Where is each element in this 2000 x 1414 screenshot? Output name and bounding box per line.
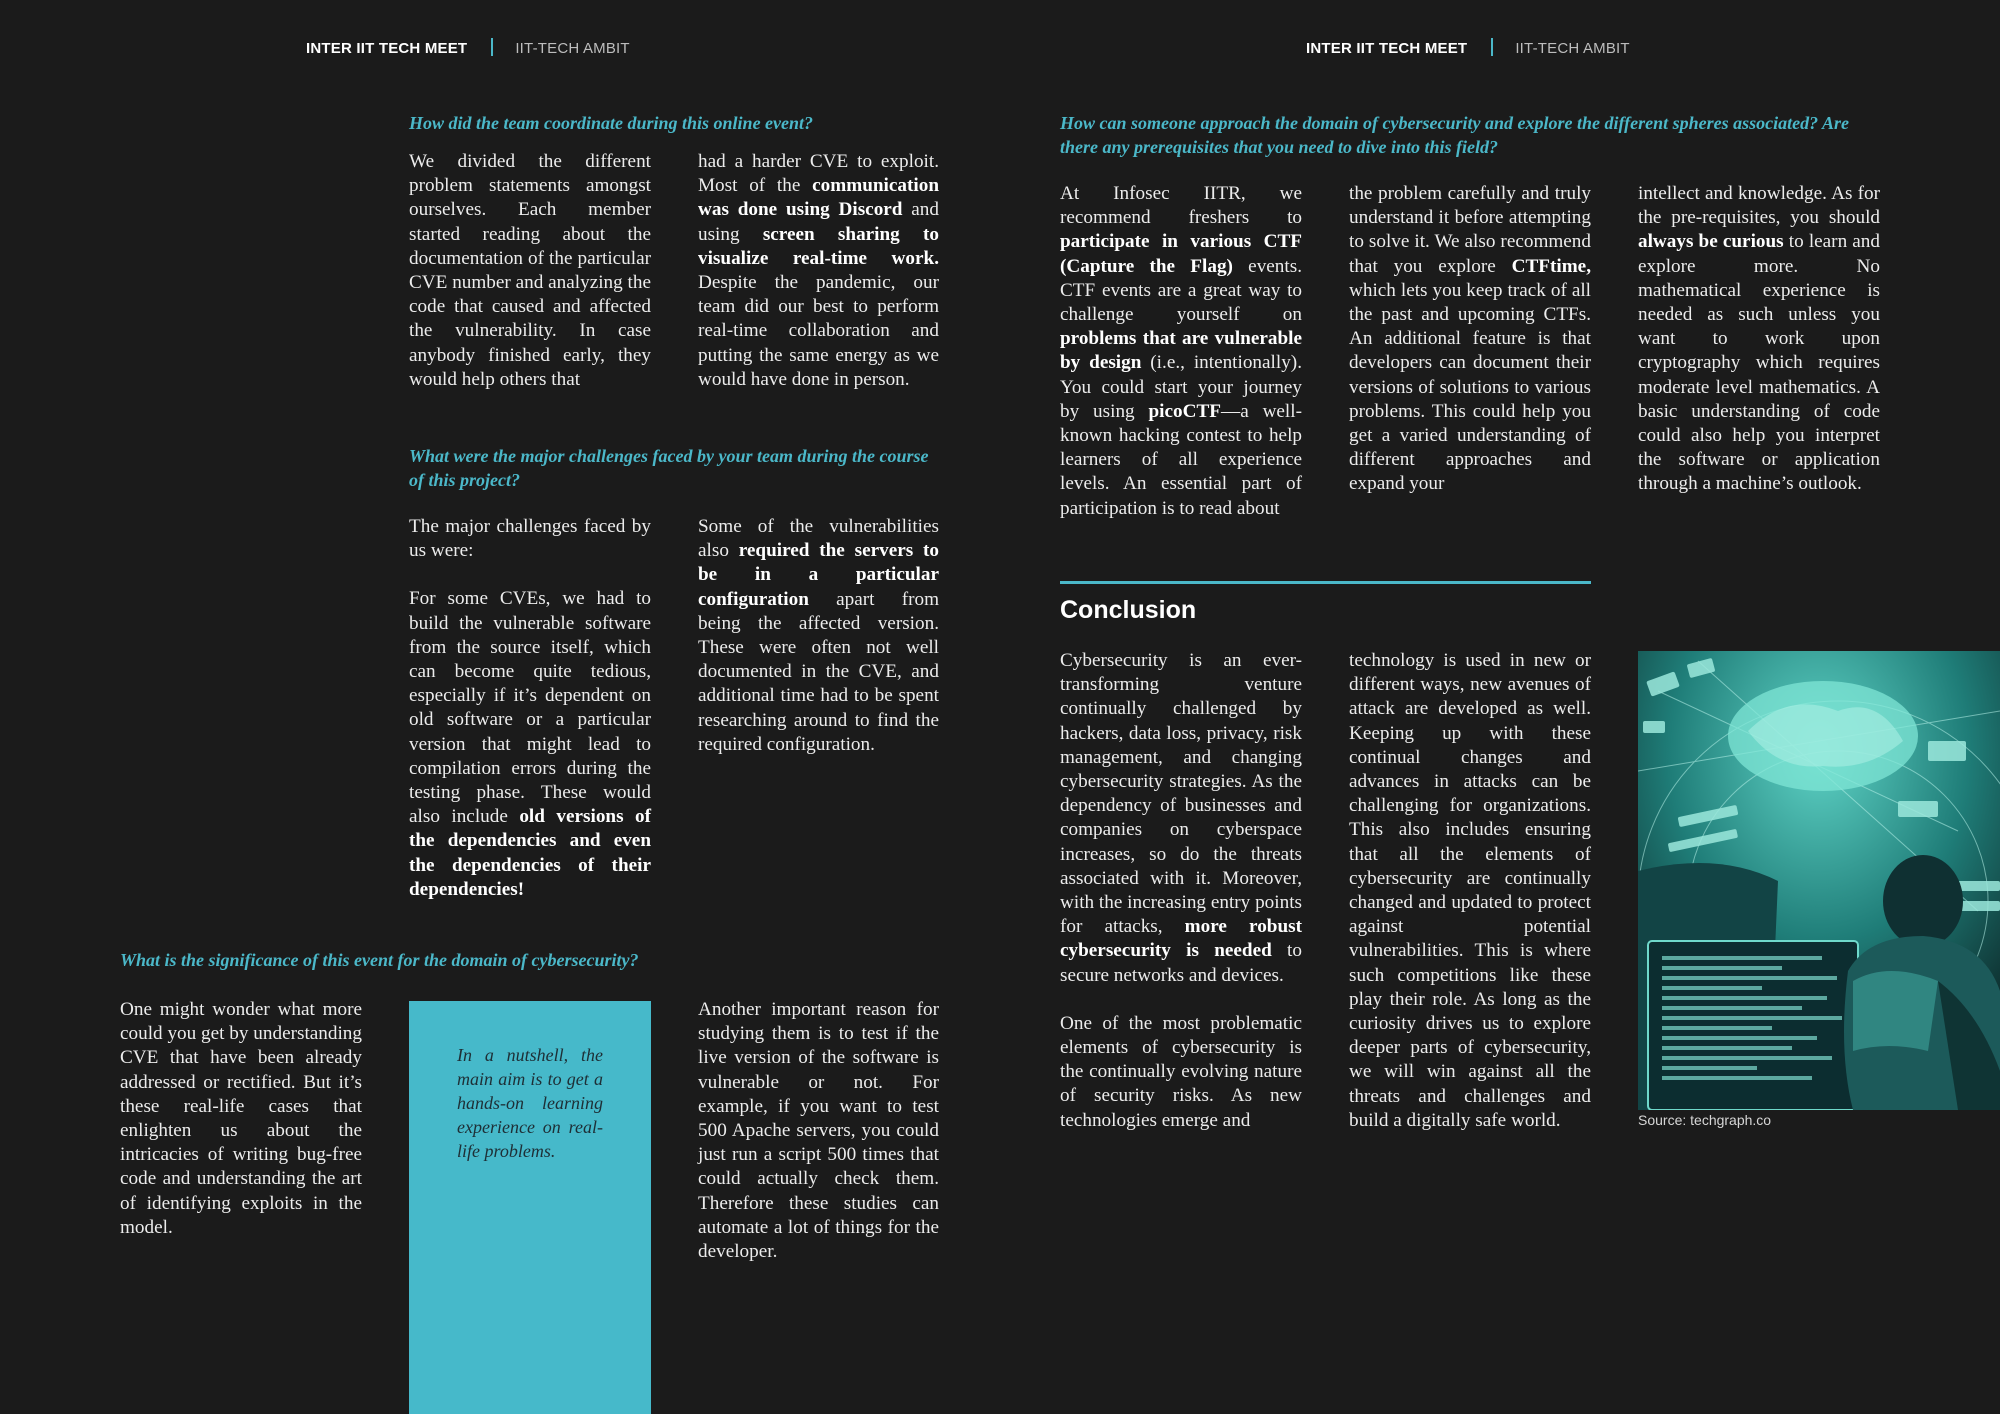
question-challenges: What were the major challenges faced by your team during the course of this project?	[409, 446, 929, 490]
page-header-left	[306, 38, 630, 57]
paragraph: At Infosec IITR, we recommend freshers to participate in various CTF (Capture the Flag) events. CTF events are a great way to challenge yourself on problems that are vulnerable by design (i.e., intentionally). You could start your journey by using picoCTF—a well-known hacking contest to help learners of all experience levels. An essential part of participation is to read about	[1060, 183, 1302, 519]
answer-challenges-col1	[409, 515, 651, 902]
paragraph: Cybersecurity is an ever-transforming venture continually challenged by hackers, data loss, privacy, risk management, and changing cybersecurity strategies. As the dependency of businesses and companies on cyberspace increases, so do the threats associated with it. Moreover, with the increasing entry points for attacks, more robust cybersecurity is needed to secure networks and devices.	[1060, 650, 1302, 986]
hacker-illustration	[1638, 651, 2000, 1110]
conclusion-heading: Conclusion	[1060, 596, 1197, 624]
paragraph: We divided the different problem statements amongst ourselves. Each member started reading about the documentation of the particular CVE number and analyzing the code that caused and affected the vulnerability. In case anybody finished early, they would help others that	[409, 151, 651, 390]
answer-challenges-col2	[698, 515, 939, 757]
paragraph: For some CVEs, we had to build the vulnerable software from the source itself, which can become quite tedious, especially if it’s dependent on old software or a particular version that might lead to compilation errors during the testing phase. These would also include old versions of the dependencies and even the dependencies of their dependencies!	[409, 588, 651, 900]
paragraph: Another important reason for studying them is to test if the live version of the software is vulnerable or not. For example, if you want to test 500 Apache servers, you could just run a script 500 times that could actually check them. Therefore these studies can automate a lot of things for the developer.	[698, 999, 939, 1263]
conclusion-col2	[1349, 649, 1591, 1133]
answer-prerequisites-col1	[1060, 182, 1302, 521]
answer-coordination-col2	[698, 150, 939, 392]
question-prerequisites: How can someone approach the domain of cybersecurity and explore the different spheres associated? Are there any prerequisites that you need to dive into this field?	[1060, 113, 1849, 157]
answer-prerequisites-col3	[1638, 182, 1880, 497]
image-caption: Source: techgraph.co	[1638, 1112, 1772, 1128]
paragraph: One of the most problematic elements of cybersecurity is the continually evolving nature of security risks. As new technologies emerge and	[1060, 1012, 1302, 1131]
paragraph: technology is used in new or different ways, new avenues of attack are developed as well. Keeping up with these continual changes and advances in attacks can be challenging for organizations. This also includes ensuring that all the elements of cybersecurity are continually changed and updated to protect against potential vulnerabilities. This is where such competitions like these play their role. As long as the curiosity drives us to explore deeper parts of cybersecurity, we will win against all the threats and challenges and build a digitally safe world.	[1349, 650, 1591, 1131]
answer-significance-col3	[698, 998, 939, 1264]
header-title: INTER IIT TECH MEET	[1306, 40, 1468, 57]
header-divider	[1491, 38, 1493, 56]
paragraph: the problem carefully and truly understand it before attempting to solve it. We also recommend that you explore CTFtime, which lets you keep track of all the past and upcoming CTFs. An additional feature is that developers can document their versions of solutions to various problems. This could help you get a varied understanding of different approaches and expand your	[1349, 183, 1591, 495]
question-significance: What is the significance of this event for the domain of cybersecurity?	[120, 950, 639, 970]
header-section: IIT-TECH AMBIT	[515, 40, 630, 57]
pull-quote-box	[409, 1001, 651, 1414]
paragraph: One might wonder what more could you get by understanding CVE that have been already addressed or rectified. But it’s these real-life cases that enlighten us about the intricacies of writing bug-free code and understanding the art of identifying exploits in the model.	[120, 999, 362, 1238]
header-title: INTER IIT TECH MEET	[306, 40, 468, 57]
pull-quote: In a nutshell, the main aim is to get a hands-on learning experience on real-life problems.	[457, 1045, 603, 1161]
question-coordination: How did the team coordinate during this online event?	[409, 113, 814, 133]
answer-coordination-col1	[409, 150, 651, 392]
conclusion-col1	[1060, 649, 1302, 1133]
paragraph: had a harder CVE to exploit. Most of the communication was done using Discord and using screen sharing to visualize real-time work. Despite the pandemic, our team did our best to perform real-time collaboration and putting the same energy as we would have done in person.	[698, 151, 939, 390]
header-section: IIT-TECH AMBIT	[1515, 40, 1630, 57]
answer-prerequisites-col2	[1349, 182, 1591, 497]
paragraph: The major challenges faced by us were:	[409, 516, 651, 562]
paragraph: Some of the vulnerabilities also required the servers to be in a particular configuration apart from being the affected version. These were often not well documented in the CVE, and additional time had to be spent researching around to find the required configuration.	[698, 516, 939, 755]
paragraph: intellect and knowledge. As for the pre-requisites, you should always be curious to learn and explore more. No mathematical experience is needed as such unless you want to work upon cryptography which requires moderate level mathematics. A basic understanding of code could also help you interpret the software or application through a machine’s outlook.	[1638, 183, 1880, 495]
page-header-right	[1306, 38, 1630, 57]
answer-significance-col1	[120, 998, 362, 1240]
section-divider	[1060, 581, 1591, 584]
header-divider	[491, 38, 493, 56]
